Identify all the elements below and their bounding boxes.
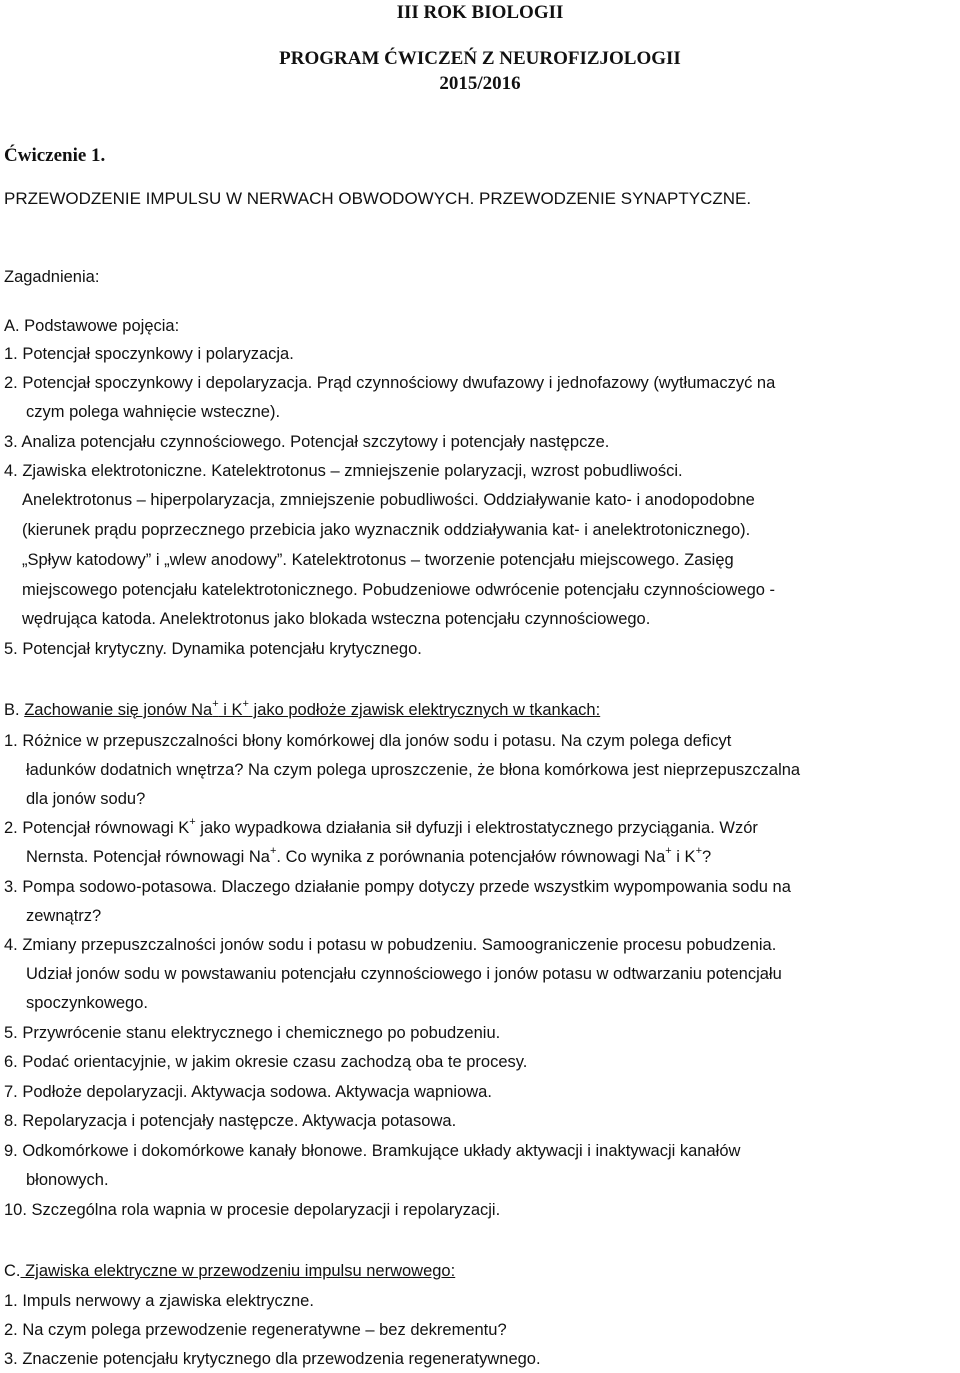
section-c-line: 3. Znaczenie potencjału krytycznego dla przewodzenia regeneratywnego. [4, 1350, 541, 1368]
section-a-line: miejscowego potencjału katelektrotonicznego. Pobudzeniowe odwrócenie potencjału czynnościowego - [22, 581, 776, 599]
line-text: 2. Potencjał równowagi K [4, 819, 190, 837]
section-b-line [26, 845, 712, 866]
section-b-line: 3. Pompa sodowo-potasowa. Dlaczego działanie pompy dotyczy przede wszystkim wypompowania sodu na [4, 878, 791, 896]
section-c-line: 2. Na czym polega przewodzenie regeneratywne – bez dekrementu? [4, 1321, 507, 1339]
section-b-heading-text: Zachowanie się jonów Na [24, 701, 213, 719]
section-c-heading: Zjawiska elektryczne w przewodzeniu impulsu nerwowego: [20, 1262, 456, 1280]
section-b-line: spoczynkowego. [26, 994, 148, 1012]
section-b-line: ładunków dodatnich wnętrza? Na czym polega uproszczenie, że błona komórkowa jest nieprzepuszczalna [26, 761, 801, 779]
section-b-line: 4. Zmiany przepuszczalności jonów sodu i potasu w pobudzeniu. Samoograniczenie procesu pobudzenia. [4, 936, 777, 954]
line-text: . Co wynika z porównania potencjałów równowagi Na [276, 848, 666, 866]
section-a-line: Anelektrotonus – hiperpolaryzacja, zmniejszenie pobudliwości. Oddziaływanie kato- i anodopodobne [22, 491, 755, 509]
line-text: ? [702, 848, 712, 866]
section-b-line: 8. Repolaryzacja i potencjały następcze. Aktywacja potasowa. [4, 1112, 457, 1130]
exercise-topic: PRZEWODZENIE IMPULSU W NERWACH OBWODOWYCH. PRZEWODZENIE SYNAPTYCZNE. [4, 189, 752, 208]
section-b-line: zewnątrz? [26, 907, 102, 925]
section-a-line: 3. Analiza potencjału czynnościowego. Potencjał szczytowy i potencjały następcze. [4, 433, 610, 451]
section-a-line: „Spływ katodowy” i „wlew anodowy”. Katelektrotonus – tworzenie potencjału miejscowego. Zasięg [22, 551, 734, 569]
section-b-line: 9. Odkomórkowe i dokomórkowe kanały błonowe. Bramkujące układy aktywacji i inaktywacji kanałów [4, 1142, 741, 1160]
superscript-plus: + [695, 845, 702, 857]
section-b-line: 6. Podać orientacyjnie, w jakim okresie czasu zachodzą oba te procesy. [4, 1053, 528, 1071]
section-a-line: 4. Zjawiska elektrotoniczne. Katelektrotonus – zmniejszenie polaryzacji, wzrost pobudliwości. [4, 462, 683, 480]
section-b-line: 5. Przywrócenie stanu elektrycznego i chemicznego po pobudzeniu. [4, 1024, 501, 1042]
section-b-line: błonowych. [26, 1171, 109, 1189]
superscript-plus: + [242, 698, 249, 710]
exercise-label: Ćwiczenie 1. [4, 145, 106, 166]
section-a-line: czym polega wahnięcie wsteczne). [26, 403, 281, 421]
section-b-line: 10. Szczególna rola wapnia w procesie depolaryzacji i repolaryzacji. [4, 1201, 501, 1219]
section-a-title: A. Podstawowe pojęcia: [4, 317, 180, 335]
issues-label: Zagadnienia: [4, 268, 100, 286]
section-b-line: Udział jonów sodu w powstawaniu potencjału czynnościowego i jonów potasu w odtwarzaniu potencjału [26, 965, 782, 983]
section-b-prefix: B. [4, 701, 20, 719]
superscript-plus: + [269, 845, 277, 857]
section-b-line: 7. Podłoże depolaryzacji. Aktywacja sodowa. Aktywacja wapniowa. [4, 1083, 492, 1101]
line-text: jako wypadkowa działania sił dyfuzji i elektrostatycznego przyciągania. Wzór [195, 819, 758, 837]
section-b-heading-text: i K [218, 701, 243, 719]
section-b-line: dla jonów sodu? [26, 790, 146, 808]
section-c-prefix: C. [4, 1262, 21, 1280]
section-b-line: 1. Różnice w przepuszczalności błony komórkowej dla jonów sodu i potasu. Na czym polega deficyt [4, 732, 732, 750]
superscript-plus: + [212, 698, 219, 710]
year-of-study-heading: III ROK BIOLOGII [396, 2, 564, 23]
section-b-title [4, 698, 601, 719]
superscript-plus: + [665, 845, 672, 857]
line-text: i K [671, 848, 696, 866]
section-c-title [4, 1263, 455, 1280]
line-text: Nernsta. Potencjał równowagi Na [26, 848, 270, 866]
academic-year: 2015/2016 [439, 73, 521, 94]
section-b-heading-text: jako podłoże zjawisk elektrycznych w tkankach: [248, 701, 601, 719]
section-a-line: 2. Potencjał spoczynkowy i depolaryzacja. Prąd czynnościowy dwufazowy i jednofazowy (wytłumaczyć na [4, 374, 776, 392]
program-title: PROGRAM ĆWICZEŃ Z NEUROFIZJOLOGII [279, 48, 681, 69]
superscript-plus: + [189, 816, 196, 828]
section-a-line: 1. Potencjał spoczynkowy i polaryzacja. [4, 345, 294, 363]
section-b-line [4, 816, 758, 837]
section-a-line: wędrująca katoda. Anelektrotonus jako blokada wsteczna potencjału czynnościowego. [22, 610, 651, 628]
section-a-line: (kierunek prądu poprzecznego przebicia jako wyznacznik oddziaływania kat- i anelektrotonicznego). [22, 521, 751, 539]
section-b-heading [24, 698, 601, 719]
section-c-line: 1. Impuls nerwowy a zjawiska elektryczne. [4, 1292, 314, 1310]
section-a-line: 5. Potencjał krytyczny. Dynamika potencjału krytycznego. [4, 640, 422, 658]
